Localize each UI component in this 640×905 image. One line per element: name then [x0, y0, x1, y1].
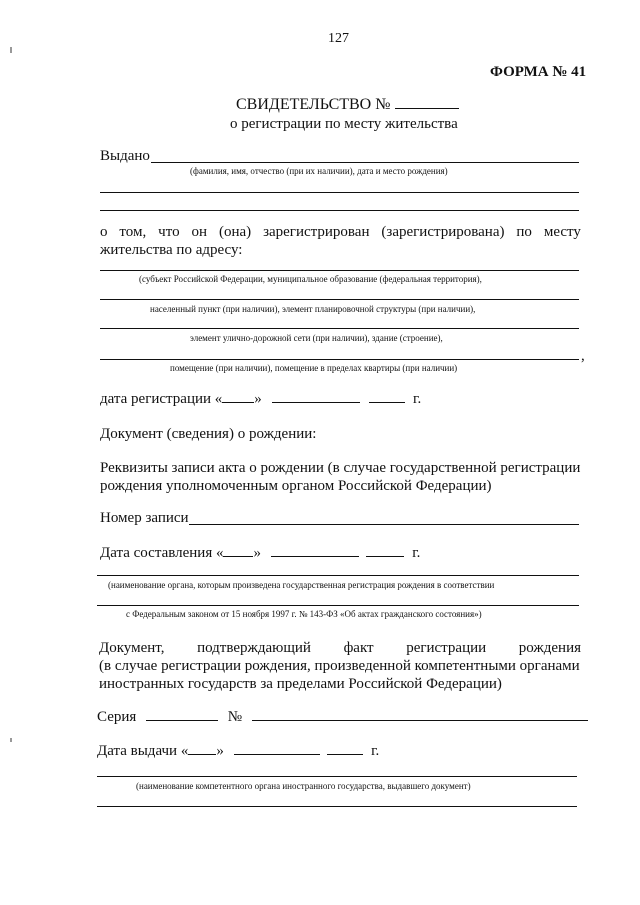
- scan-mark: [10, 738, 12, 742]
- certificate-subtitle: о регистрации по месту жительства: [230, 116, 458, 132]
- word: том,: [119, 224, 147, 240]
- certificate-title-text: СВИДЕТЕЛЬСТВО №: [236, 96, 391, 113]
- registration-day-field[interactable]: [222, 389, 254, 403]
- record-number-field[interactable]: [189, 524, 579, 525]
- address-field-4[interactable]: [100, 359, 579, 360]
- foreign-organ-field-1[interactable]: [97, 776, 577, 777]
- address-field-1[interactable]: [100, 270, 579, 271]
- act-record-line2: рождения уполномоченным органом Российской Федерации): [100, 478, 492, 494]
- page-number: 127: [328, 31, 349, 46]
- issue-day-field[interactable]: [188, 741, 216, 755]
- certificate-number-field[interactable]: [395, 95, 459, 109]
- organ-field-1[interactable]: [97, 575, 579, 576]
- registration-year-field[interactable]: [369, 389, 405, 403]
- foreign-document-line1: [99, 639, 581, 657]
- issued-label: Выдано: [100, 148, 150, 164]
- registered-statement-line1: [100, 223, 581, 241]
- word: (зарегистрирована): [381, 224, 505, 240]
- registered-statement-line2: жительства по адресу:: [100, 242, 243, 258]
- issued-field-line-3[interactable]: [100, 210, 579, 211]
- series-row: [97, 707, 588, 726]
- word: подтверждающий: [197, 640, 311, 656]
- scan-mark: [10, 47, 12, 53]
- foreign-document-line3: иностранных государств за пределами Российской Федерации): [99, 676, 502, 692]
- address-hint-1: (субъект Российской Федерации, муниципальное образование (федеральная территория),: [139, 274, 482, 284]
- word: месту: [543, 224, 581, 240]
- compilation-month-field[interactable]: [271, 543, 359, 557]
- issue-date-label: Дата выдачи «: [97, 743, 189, 759]
- compilation-date-label: Дата составления «: [100, 545, 224, 561]
- form-label: ФОРМА № 41: [490, 64, 587, 80]
- issue-year-suffix: г.: [371, 743, 380, 759]
- compilation-year-field[interactable]: [366, 543, 404, 557]
- address-field-2[interactable]: [100, 299, 579, 300]
- registration-date-row: [100, 389, 421, 408]
- foreign-organ-hint: (наименование компетентного органа иностранного государства, выдавшего документ): [136, 781, 471, 791]
- foreign-document-line2: (в случае регистрации рождения, произведенной компетентными органами: [99, 658, 580, 674]
- foreign-organ-field-2[interactable]: [97, 806, 577, 807]
- issue-date-row: [97, 741, 379, 760]
- issue-date-close-quote: »: [216, 743, 224, 759]
- organ-hint-2: с Федеральным законом от 15 ноября 1997 г. № 143-ФЗ «Об актах гражданского состояния»): [126, 609, 482, 619]
- issue-year-field[interactable]: [327, 741, 363, 755]
- address-hint-2: населенный пункт (при наличии), элемент планировочной структуры (при наличии),: [150, 304, 476, 314]
- compilation-date-row: [100, 543, 420, 562]
- act-record-line1: Реквизиты записи акта о рождении (в случае государственной регистрации: [100, 460, 581, 476]
- issued-hint: (фамилия, имя, отчество (при их наличии), дата и место рождения): [190, 166, 448, 176]
- issued-field-line-2[interactable]: [100, 192, 579, 193]
- compilation-day-field[interactable]: [223, 543, 253, 557]
- word: зарегистрирован: [263, 224, 370, 240]
- organ-field-2[interactable]: [97, 605, 579, 606]
- word: что: [158, 224, 180, 240]
- certificate-title: [236, 95, 459, 114]
- word: по: [516, 224, 532, 240]
- word: регистрации: [406, 640, 487, 656]
- series-label: Серия: [97, 709, 137, 725]
- issued-field[interactable]: [151, 162, 579, 163]
- address-comma: ,: [581, 348, 585, 364]
- address-hint-4: помещение (при наличии), помещение в пределах квартиры (при наличии): [170, 363, 458, 373]
- registration-date-close-quote: »: [254, 391, 262, 407]
- address-hint-3: элемент улично-дорожной сети (при наличии), здание (строение),: [190, 333, 443, 343]
- series-field[interactable]: [146, 707, 218, 721]
- address-field-3[interactable]: [100, 328, 579, 329]
- compilation-year-suffix: г.: [412, 545, 421, 561]
- word: о: [100, 224, 108, 240]
- word: Документ,: [99, 640, 165, 656]
- issue-month-field[interactable]: [234, 741, 320, 755]
- record-number-label: Номер записи: [100, 510, 189, 526]
- word: рождения: [518, 640, 581, 656]
- word: (она): [218, 224, 252, 240]
- number-label: №: [227, 709, 243, 725]
- registration-month-field[interactable]: [272, 389, 360, 403]
- number-field[interactable]: [252, 707, 588, 721]
- organ-hint-1: (наименование органа, которым произведена государственная регистрация рождения в соответствии: [108, 580, 495, 590]
- word: он: [191, 224, 208, 240]
- registration-year-suffix: г.: [413, 391, 422, 407]
- birth-document-label: Документ (сведения) о рождении:: [100, 426, 317, 442]
- compilation-date-close-quote: »: [253, 545, 261, 561]
- registration-date-label: дата регистрации «: [100, 391, 223, 407]
- word: факт: [343, 640, 374, 656]
